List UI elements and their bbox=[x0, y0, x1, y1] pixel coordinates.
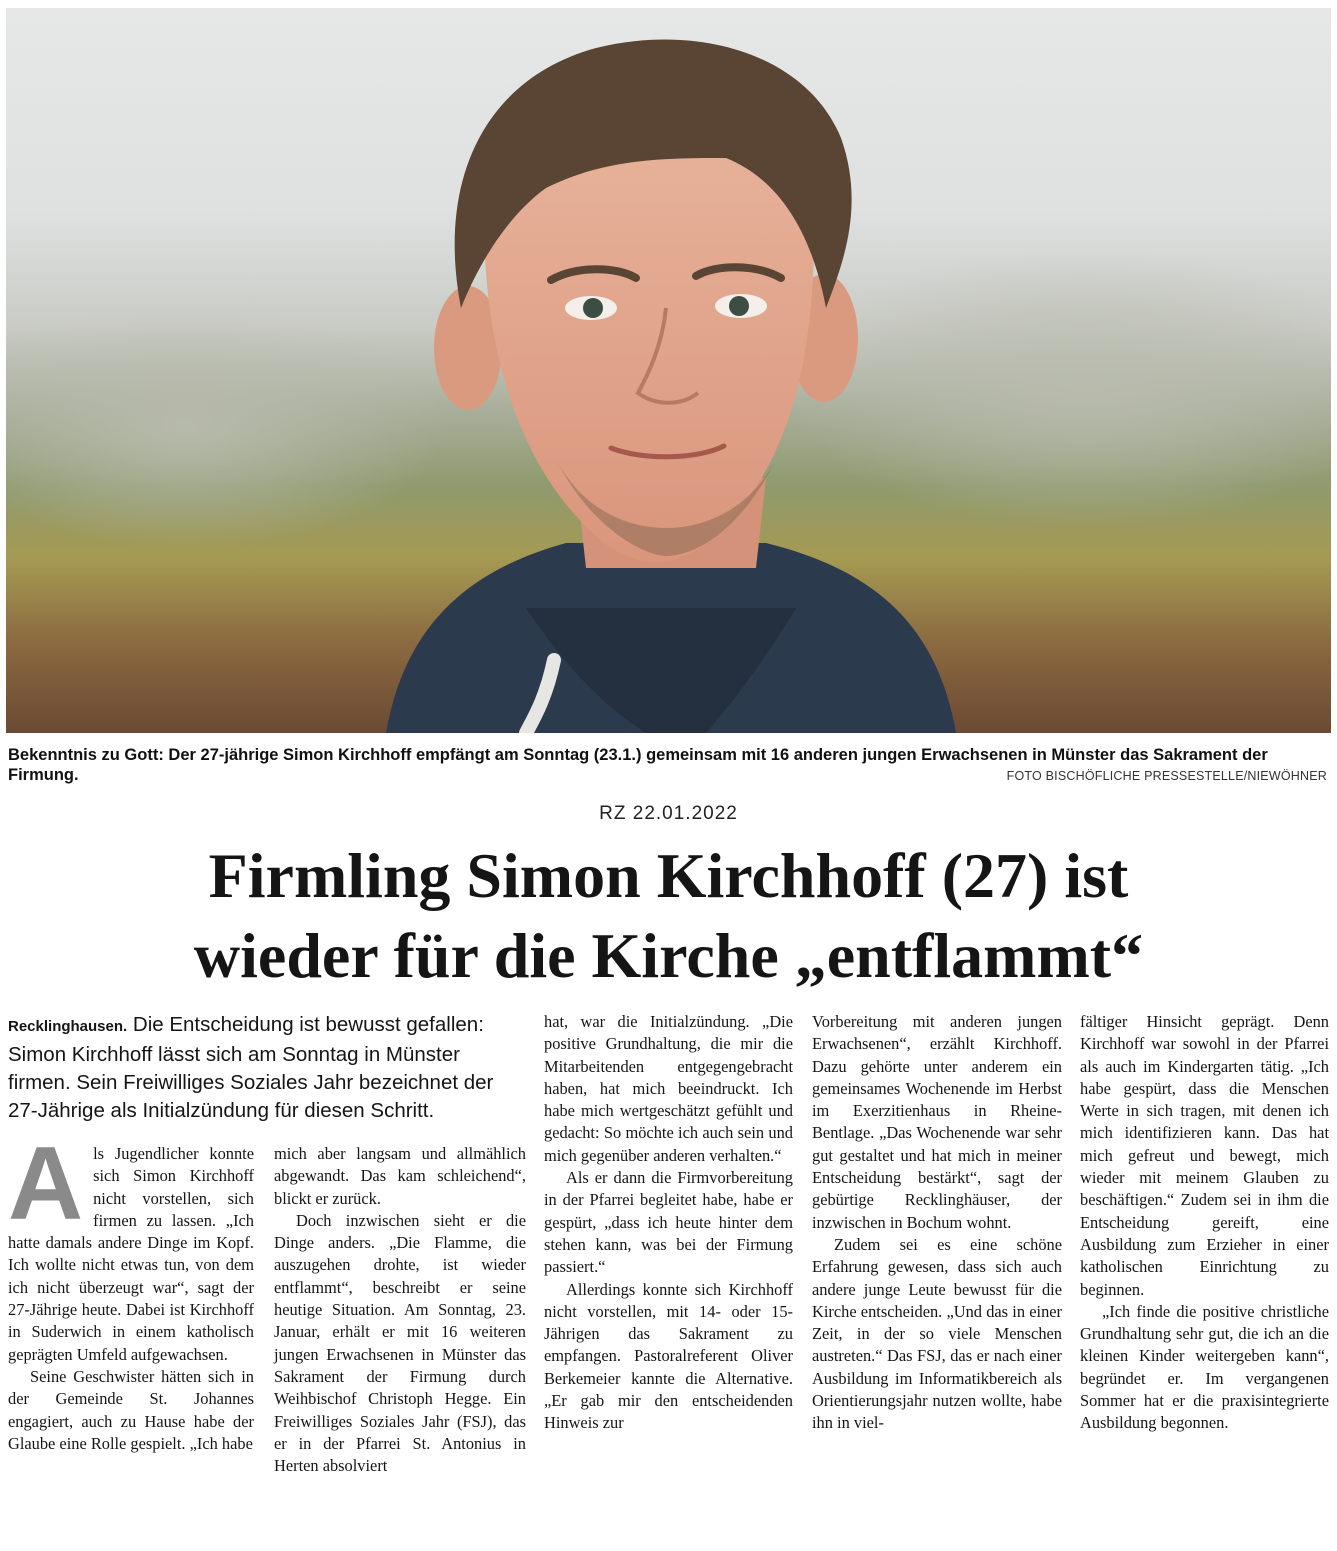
paragraph: fältiger Hinsicht geprägt. Denn Kirchhoff war sowohl in der Pfarrei als auch im Kindergarten tätig. „Ich habe gespürt, dass die Menschen Werte in sich tragen, mit denen ich mich identifizieren kann. Das hat mich gefreut und bewegt, mich wieder mit meinem Glauben zu beschäftigen.“ Zudem sei in ihm die Entscheidung gereift, eine Ausbildung zum Erzieher in einer katholischen Einrichtung zu beginnen. bbox=[1080, 1012, 1329, 1299]
portrait-photo bbox=[6, 8, 1331, 733]
text-column-3 bbox=[544, 1011, 793, 1435]
dateline: Recklinghausen. bbox=[8, 1018, 128, 1035]
paragraph: „Ich finde die positive christliche Grundhaltung sehr gut, die ich an die kleinen Kinder weitergeben kann“, begründet er. Im vergangenen Sommer hat er die praxisintegrierte Ausbildung begonnen. bbox=[1080, 1301, 1329, 1433]
paragraph: hat, war die Initialzündung. „Die positive Grundhaltung, die mir die Mitarbeitenden entgegengebracht haben, hat mich beeindruckt. Ich habe mich wertgeschätzt gefühlt und gedacht: So möchte ich auch sein und mich gegenüber anderen verhalten.“ bbox=[544, 1012, 793, 1165]
lead-paragraph bbox=[8, 1011, 528, 1125]
text-column-5 bbox=[1080, 1011, 1329, 1435]
publication-date: RZ 22.01.2022 bbox=[599, 803, 738, 824]
text-column-1 bbox=[8, 1126, 254, 1455]
portrait-illustration bbox=[6, 8, 1331, 733]
paragraph: Zudem sei es eine schöne Erfahrung gewesen, dass sich auch andere junge Leute bewusst für die Kirche entscheiden. „Und das in einer Zeit, in der so viele Menschen austreten.“ Das FSJ, das er nach einer Ausbildung im Informatikbereich als Orientierungsjahr nutzen wollte, habe ihn in viel- bbox=[812, 1234, 1062, 1433]
text-column-2 bbox=[274, 1143, 526, 1477]
paragraph: Als er dann die Firmvorbereitung in der Pfarrei begleitet habe, habe er gespürt, „dass ich heute hinter dem stehen kann, was bei der Firmung passiert.“ bbox=[544, 1168, 793, 1277]
paragraph: Doch inzwischen sieht er die Dinge anders. „Die Flamme, die auszugehen drohte, ist wieder entflammt“, beschreibt er seine heutige Situation. Am Sonntag, 23. Januar, erhält er mit 16 weiteren jungen Erwachsenen in Münster das Sakrament der Firmung durch Weihbischof Christoph Hegge. Ein Freiwilliges Soziales Jahr (FSJ), das er in der Pfarrei St. Antonius in Herten absolviert bbox=[274, 1210, 526, 1476]
text-column-4 bbox=[812, 1011, 1062, 1435]
headline-line-2: wieder für die Kirche „entflammt“ bbox=[193, 920, 1144, 991]
headline-line-1: Firmling Simon Kirchhoff (27) ist bbox=[208, 840, 1129, 911]
photo-credit: FOTO BISCHÖFLICHE PRESSESTELLE/NIEWÖHNER bbox=[1006, 769, 1327, 783]
photo-caption: Bekenntnis zu Gott: Der 27-jährige Simon Kirchhoff empfängt am Sonntag (23.1.) gemeinsam mit 16 anderen jungen Erwachsenen in Münster das Sakrament der Firmung. bbox=[8, 746, 1268, 784]
lead-text: Die Entscheidung ist bewusst gefallen: Simon Kirchhoff lässt sich am Sonntag in Münster firmen. Sein Freiwilliges Soziales Jahr bezeichnet der 27-Jährige als Initialzündung für diesen Schritt. bbox=[8, 1013, 494, 1122]
headline bbox=[0, 836, 1337, 996]
paragraph: ls Jugendlicher konnte sich Simon Kirchhoff nicht vorstellen, sich firmen zu lassen. „Ich hatte damals andere Dinge im Kopf. Ich wollte nicht etwas tun, von dem ich nicht überzeugt war“, sagt der 27-Jährige heute. Dabei ist Kirchhoff in Suderwich in einem katholisch geprägten Umfeld aufgewachsen. bbox=[8, 1144, 254, 1364]
drop-cap: A bbox=[8, 1126, 84, 1242]
paragraph: Seine Geschwister hätten sich in der Gemeinde St. Johannes engagiert, auch zu Hause habe der Glaube eine Rolle gespielt. „Ich habe bbox=[8, 1366, 254, 1453]
paragraph: mich aber langsam und allmählich abgewandt. Das kam schleichend“, blickt er zurück. bbox=[274, 1144, 526, 1208]
paragraph: Vorbereitung mit anderen jungen Erwachsenen“, erzählt Kirchhoff. Dazu gehörte unter anderem ein gemeinsames Wochenende im Herbst im Exerzitienhaus in Rheine-Bentlage. „Das Wochenende war sehr gut gestaltet und hat mich in meiner Entscheidung bestärkt“, sagt der gebürtige Recklinghäuser, der inzwischen in Bochum wohnt. bbox=[812, 1012, 1062, 1232]
paragraph: Allerdings konnte sich Kirchhoff nicht vorstellen, mit 14- oder 15-Jährigen das Sakrament zu empfangen. Pastoralreferent Oliver Berkemeier kannte die Alternative. „Er gab mir den entscheidenden Hinweis zur bbox=[544, 1279, 793, 1433]
